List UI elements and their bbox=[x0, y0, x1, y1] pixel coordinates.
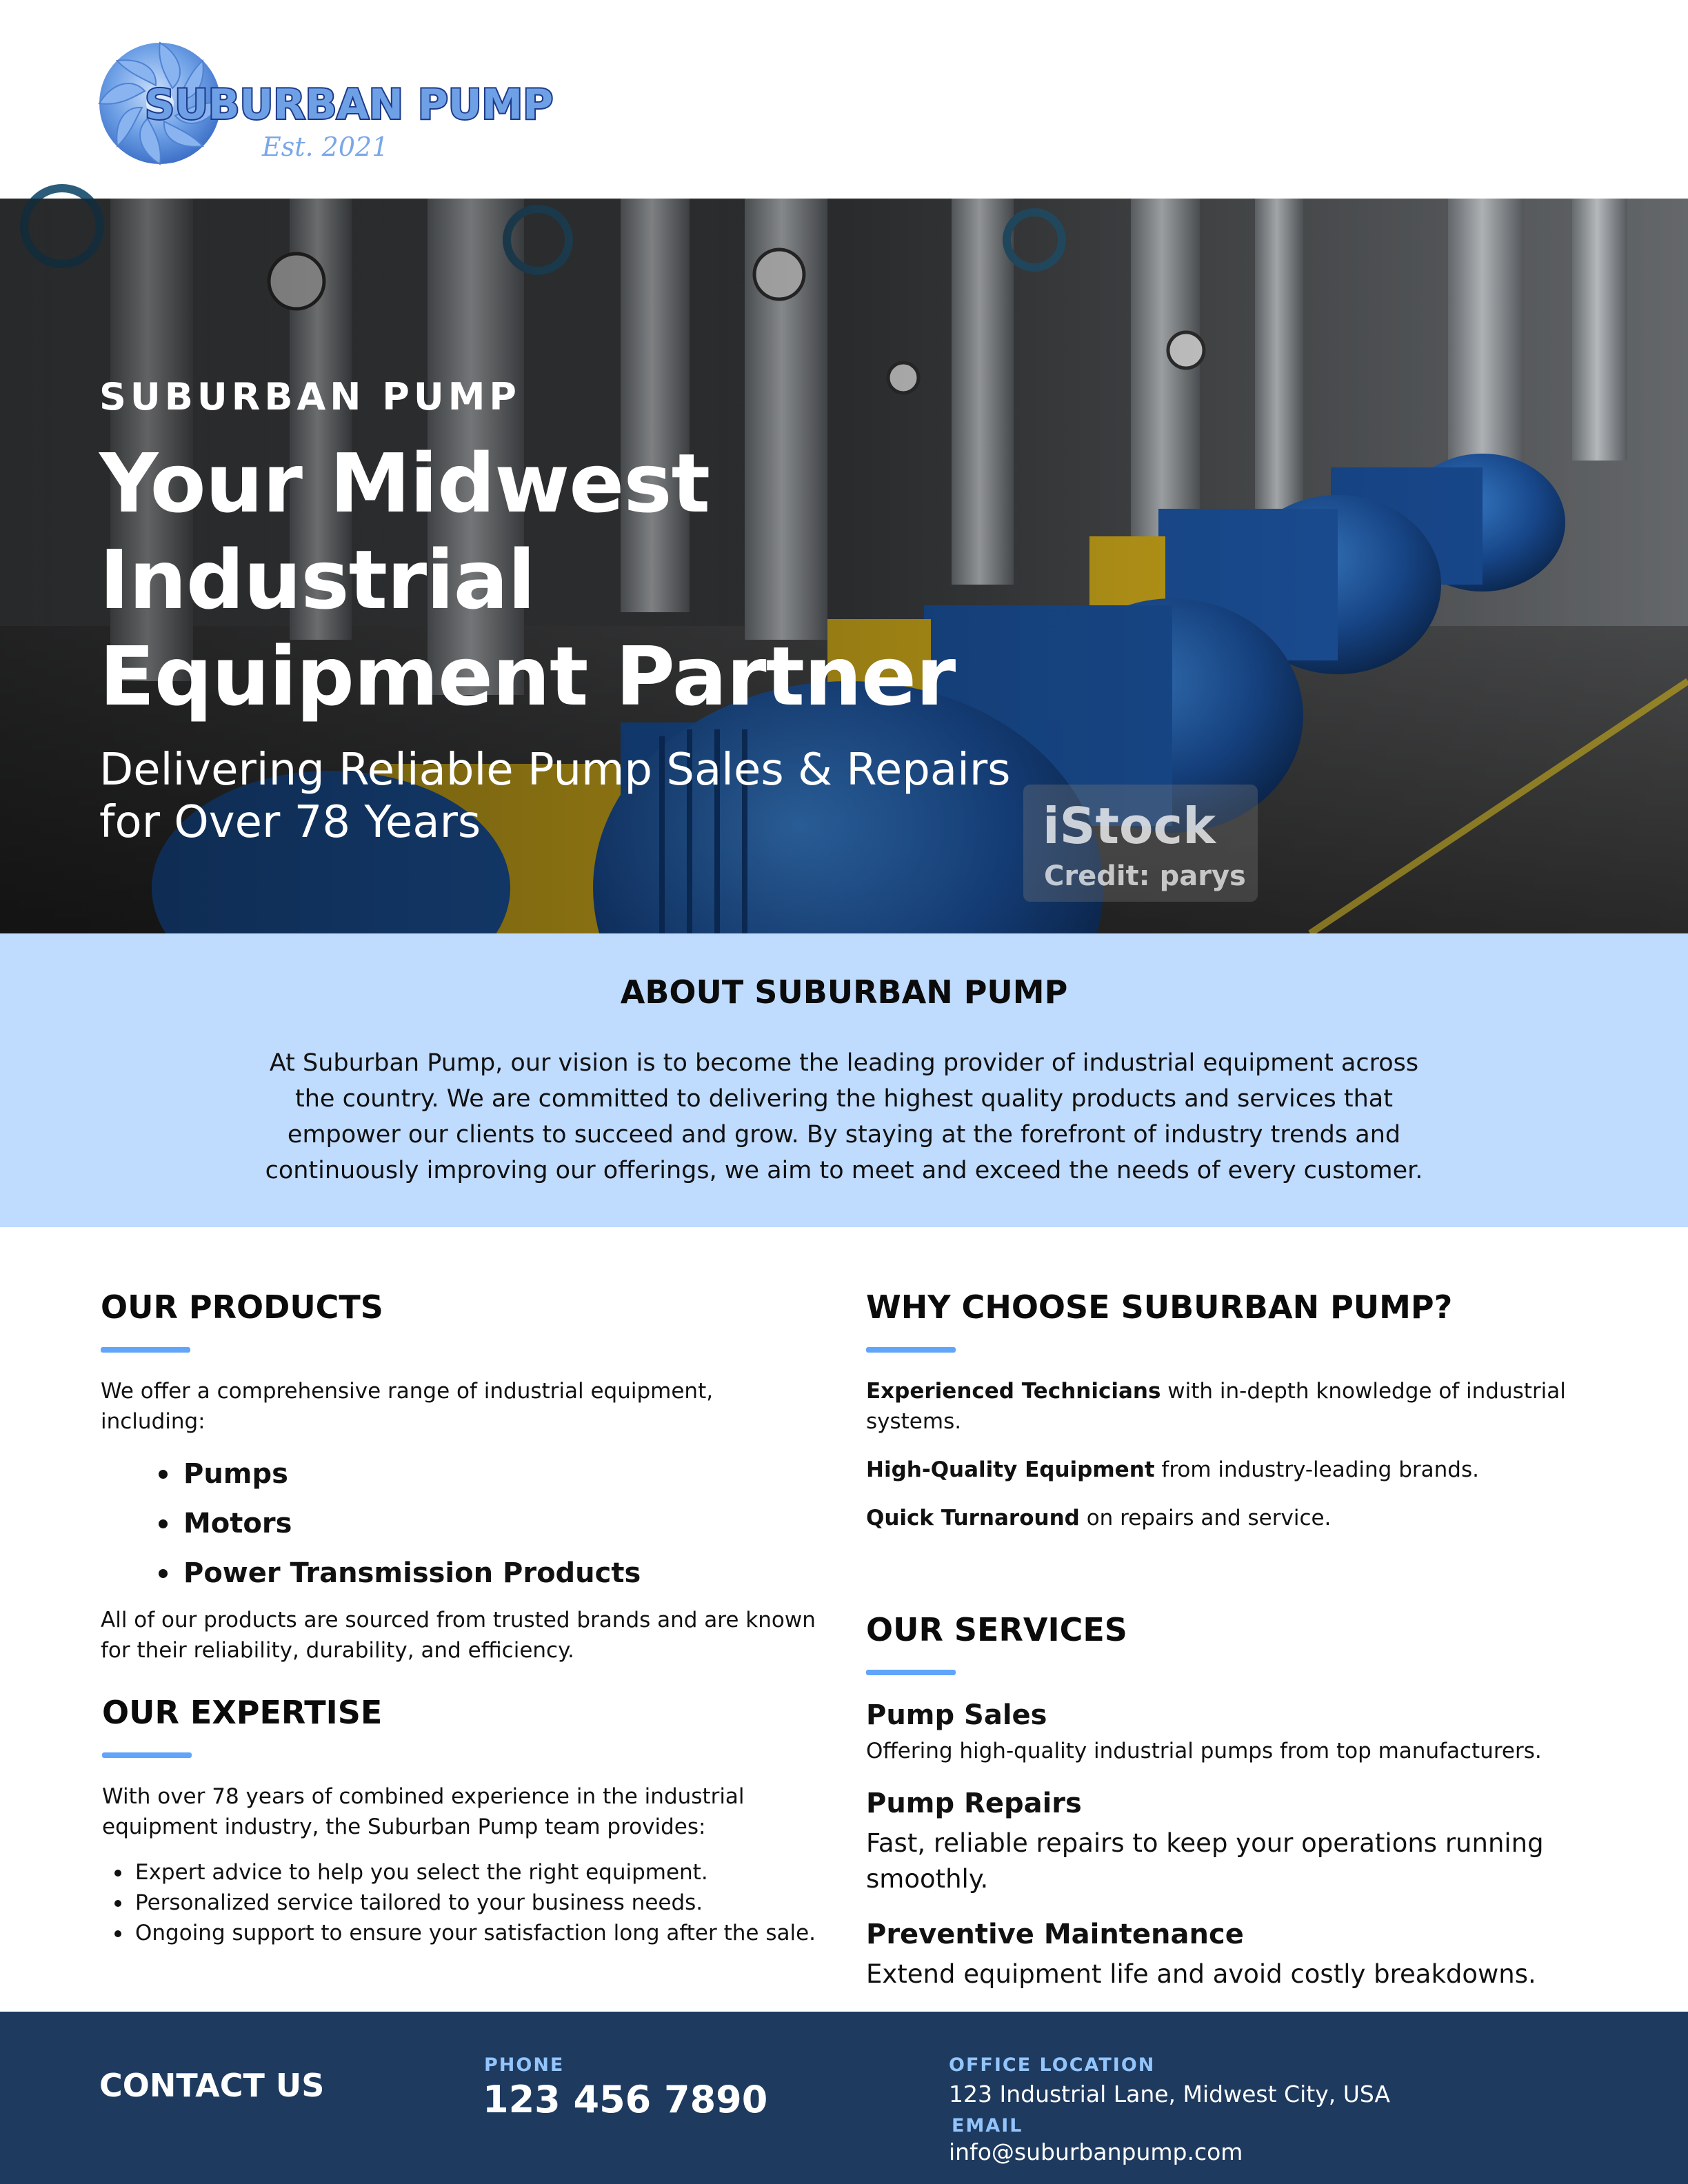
stock-watermark bbox=[1023, 785, 1258, 902]
section-divider bbox=[866, 1347, 956, 1353]
section-divider bbox=[102, 1752, 192, 1758]
watermark-credit: Credit: parys bbox=[1044, 860, 1246, 892]
hero-kicker: SUBURBAN PUMP bbox=[99, 375, 521, 418]
products-section bbox=[101, 1288, 818, 1666]
why-item-text: on repairs and service. bbox=[1079, 1506, 1332, 1530]
list-item: Ongoing support to ensure your satisfaction long after the sale. bbox=[109, 1918, 819, 1948]
service-description: Offering high-quality industrial pumps from top manufacturers. bbox=[866, 1739, 1542, 1763]
list-item: Motors bbox=[159, 1499, 818, 1548]
about-section bbox=[0, 933, 1688, 1227]
expertise-intro: With over 78 years of combined experience in the industrial equipment industry, the Suburban Pump team provides: bbox=[102, 1784, 745, 1839]
why-item-highlight: Quick Turnaround bbox=[866, 1506, 1080, 1530]
office-address: 123 Industrial Lane, Midwest City, USA bbox=[949, 2081, 1390, 2107]
hero-banner bbox=[0, 199, 1688, 933]
why-choose-section bbox=[866, 1288, 1583, 1533]
hero-title-line1: Your Midwest Industrial bbox=[99, 436, 710, 628]
expertise-list bbox=[102, 1857, 819, 1948]
watermark-brand: iStock bbox=[1043, 797, 1216, 855]
section-divider bbox=[101, 1347, 190, 1353]
expertise-section bbox=[102, 1693, 819, 1948]
hero-title bbox=[99, 435, 1134, 725]
page-header bbox=[0, 0, 1688, 199]
phone-label: PHONE bbox=[484, 2054, 565, 2076]
about-title: ABOUT SUBURBAN PUMP bbox=[620, 973, 1068, 1011]
list-item: Power Transmission Products bbox=[159, 1548, 818, 1598]
why-item bbox=[866, 1376, 1583, 1437]
hero-subtitle: Delivering Reliable Pump Sales & Repairs for Over 78 Years bbox=[99, 745, 1011, 849]
products-intro: We offer a comprehensive range of industrial equipment, including: bbox=[101, 1379, 714, 1434]
email-label: EMAIL bbox=[952, 2115, 1023, 2136]
hero-title-line2: Equipment Partner bbox=[99, 629, 956, 725]
why-title: WHY CHOOSE SUBURBAN PUMP? bbox=[866, 1288, 1453, 1326]
why-item bbox=[866, 1503, 1583, 1533]
pump-impeller-icon bbox=[97, 39, 554, 170]
products-outro: All of our products are sourced from trusted brands and are known for their reliability, durability, and efficiency. bbox=[101, 1608, 816, 1663]
list-item: Pumps bbox=[159, 1449, 818, 1499]
why-item-highlight: High-Quality Equipment bbox=[866, 1457, 1155, 1482]
products-list bbox=[101, 1449, 818, 1598]
service-name: Pump Repairs bbox=[866, 1788, 1082, 1819]
phone-number[interactable]: 123 456 7890 bbox=[483, 2078, 768, 2121]
list-item: Expert advice to help you select the right equipment. bbox=[109, 1857, 819, 1888]
services-section bbox=[866, 1610, 1583, 1992]
expertise-title: OUR EXPERTISE bbox=[102, 1694, 383, 1731]
why-item-text: from industry-leading brands. bbox=[1154, 1457, 1479, 1482]
service-description: Extend equipment life and avoid costly breakdowns. bbox=[866, 1959, 1536, 1989]
company-logo[interactable] bbox=[97, 39, 554, 170]
service-name: Pump Sales bbox=[866, 1699, 1047, 1731]
office-label: OFFICE LOCATION bbox=[949, 2054, 1156, 2076]
service-name: Preventive Maintenance bbox=[866, 1919, 1244, 1950]
logo-wordmark: SUBURBAN PUMP bbox=[145, 81, 554, 129]
products-title: OUR PRODUCTS bbox=[101, 1288, 383, 1326]
why-item bbox=[866, 1455, 1583, 1485]
list-item: Personalized service tailored to your business needs. bbox=[109, 1888, 819, 1918]
email-address[interactable]: info@suburbanpump.com bbox=[949, 2138, 1243, 2165]
contact-footer bbox=[0, 2012, 1688, 2184]
about-text: At Suburban Pump, our vision is to become the leading provider of industrial equipment across the country. We are committed to delivering the highest quality products and services that empower our clients to succeed and grow. By staying at the forefront of industry trends and continuously improving our offerings, we aim to meet and exceed the needs of every customer. bbox=[265, 1049, 1423, 1184]
contact-title: CONTACT US bbox=[99, 2067, 325, 2104]
services-title: OUR SERVICES bbox=[866, 1611, 1127, 1648]
section-divider bbox=[866, 1670, 956, 1675]
why-item-highlight: Experienced Technicians bbox=[866, 1379, 1161, 1404]
service-description: Fast, reliable repairs to keep your operations running smoothly. bbox=[866, 1828, 1544, 1894]
logo-established: Est. 2021 bbox=[262, 132, 389, 162]
hero-text-block bbox=[99, 376, 1134, 849]
why-item-text: with in-depth knowledge of industrial systems. bbox=[866, 1379, 1566, 1434]
